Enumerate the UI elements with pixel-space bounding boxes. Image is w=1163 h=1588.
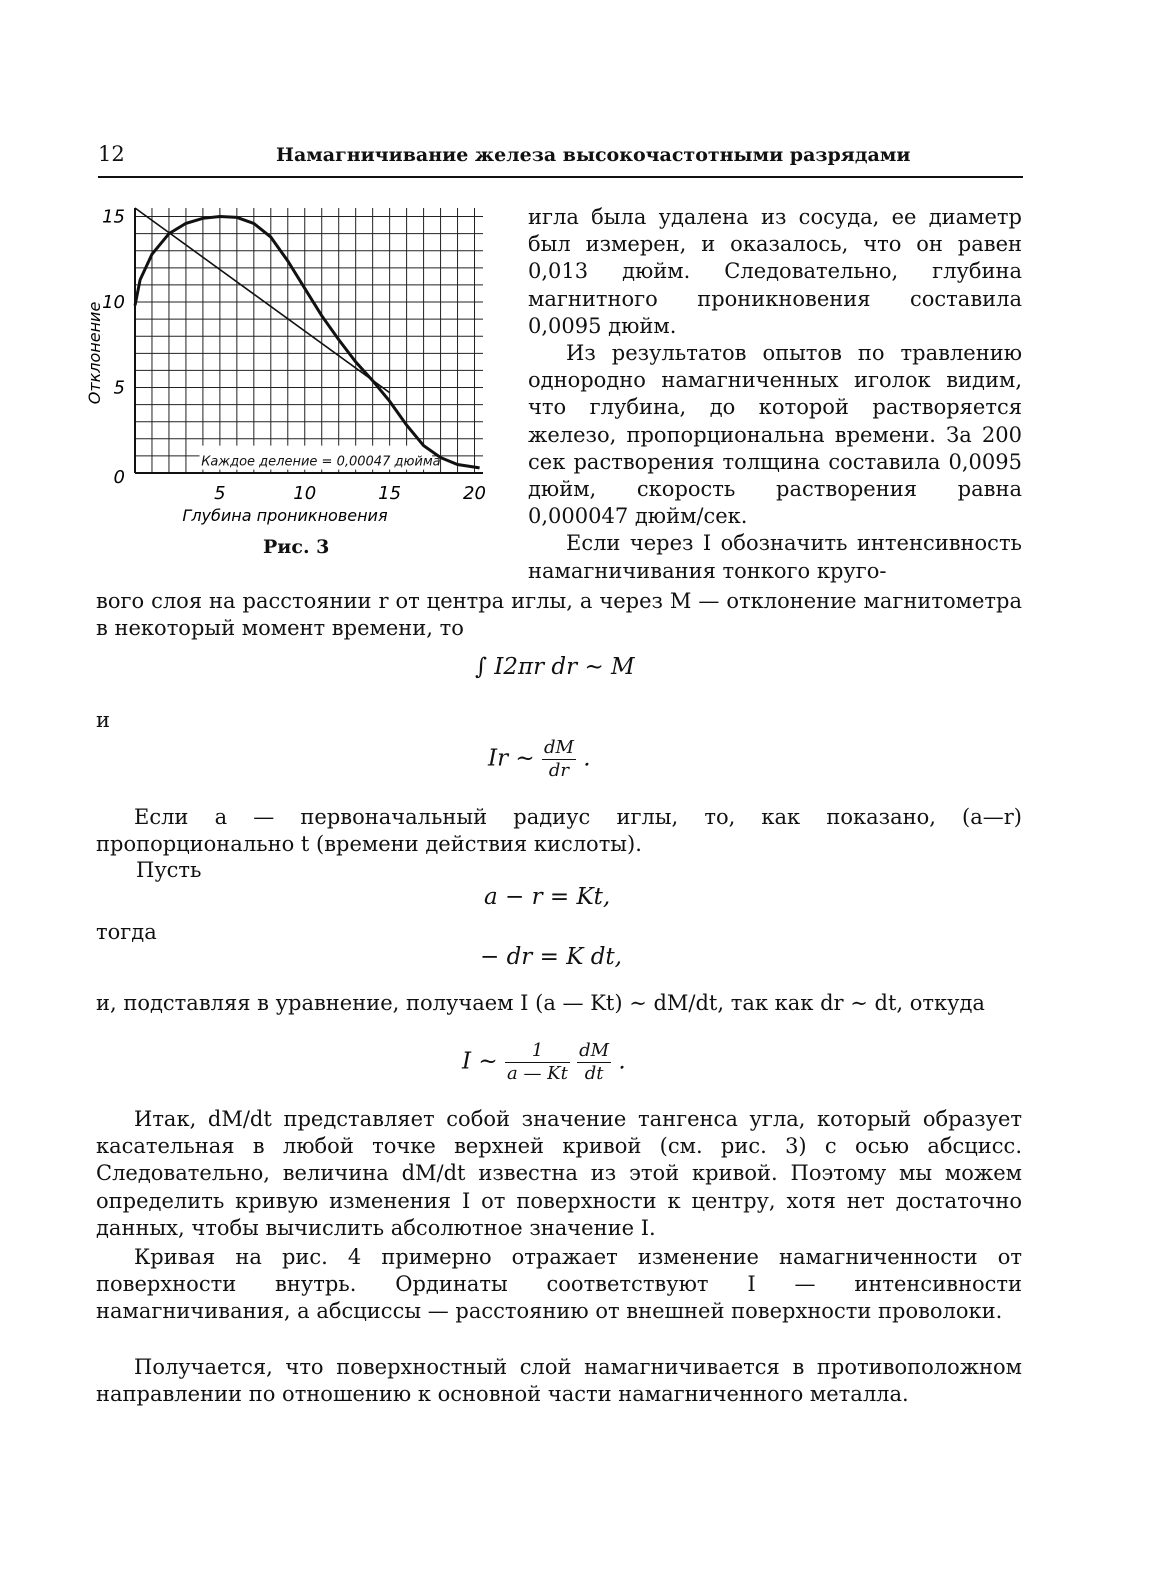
paragraph-radius: Если a — первоначальный радиус иглы, то, как показано, (a—r) пропорционально t (времени действия кислоты). [96, 805, 1022, 857]
page-number: 12 [98, 142, 125, 166]
paragraph-intensity: Если через I обозначить интенсивность намагничивания тонкого круго- [528, 531, 1022, 583]
right-column-text [528, 204, 1022, 585]
page-header [98, 140, 1023, 178]
fraction-numerator: 1 [505, 1040, 570, 1063]
paragraph-etching: Из результатов опытов по травлению однородно намагниченных иголок видим, что глубина, до которой растворяется железо, пропорциональна времени. За 200 сек растворения толщина составила 0,0095 дюйм, скорость растворения равна 0,000047 дюйм/сек. [528, 341, 1022, 529]
x-axis-label: Глубина проникновения [182, 506, 388, 525]
figure-3 [80, 200, 500, 565]
series-curve [135, 217, 480, 468]
y-tick-label: 0 [113, 467, 125, 488]
y-axis-label: Отклонение [85, 301, 104, 405]
fraction-denominator: dr [548, 760, 570, 781]
fraction-dm-dt [577, 1040, 611, 1085]
equation-i-left: I ∼ [462, 1048, 498, 1075]
paragraph-figure4: Кривая на рис. 4 примерно отражает изменение намагниченности от поверхности внутрь. Ординаты соответствуют I — интенсивности намагничивания, а абсциссы — расстоянию от внешней поверхности проволоки. [96, 1245, 1022, 1324]
x-tick-label: 10 [293, 483, 317, 504]
word-then: тогда [96, 920, 157, 944]
equation-integral: ∫ I2πr dr ∼ M [475, 654, 635, 680]
fraction-numerator: dM [543, 737, 574, 758]
equation-period: . [583, 745, 591, 772]
equation-period: . [618, 1048, 626, 1075]
y-tick-label: 10 [102, 292, 125, 314]
fraction-one-over [505, 1040, 570, 1085]
word-and: и [96, 708, 110, 732]
fraction-dm-dr [542, 737, 576, 782]
x-tick-label: 5 [214, 483, 226, 504]
x-tick-label: 15 [378, 483, 402, 504]
paragraph-conclusion: Получается, что поверхностный слой намагничивается в противоположном направлении по отношению к основной части намагниченного металла. [96, 1355, 1022, 1407]
paragraph-substitution: и, подставляя в уравнение, получаем I (a — Kt) ∼ dM/dt, так как dr ∼ dt, откуда [96, 991, 985, 1015]
y-tick-label: 5 [113, 377, 125, 399]
y-tick-label: 15 [102, 206, 125, 228]
paragraph-needle: игла была удалена из сосуда, ее диаметр был измерен, и оказалось, что он равен 0,013 дюйм. Следовательно, глубина магнитного проникновения составила 0,0095 дюйм. [528, 205, 1022, 338]
x-tick-label: 20 [463, 483, 486, 504]
equation-i [462, 1040, 626, 1085]
fraction-numerator: dM [579, 1040, 610, 1061]
series-straight-line [135, 208, 390, 393]
word-let: Пусть [136, 858, 202, 882]
paragraph-layer: вого слоя на расстоянии r от центра иглы, а через M — отклонение магнитометра в некоторый момент времени, то [96, 589, 1022, 641]
running-title: Намагничивание железа высокочастотными разрядами [276, 144, 911, 166]
paragraph-tangent: Итак, dM/dt представляет собой значение тангенса угла, который образует касательная в любой точке верхней кривой (см. рис. 3) с осью абсцисс. Следовательно, величина dM/dt известна из этой кривой. Поэтому мы можем определить кривую изменения I от поверхности к центру, хотя нет достаточно данных, чтобы вычислить абсолютное значение I. [96, 1107, 1022, 1240]
fraction-denominator: a — Kt [506, 1063, 568, 1084]
figure-caption: Рис. 3 [263, 536, 330, 558]
equation-dr: − dr = K dt, [480, 944, 622, 970]
equation-a-minus-r: a − r = Kt, [484, 884, 611, 910]
depth-deflection-chart [80, 200, 500, 530]
equation-ir [488, 737, 591, 782]
fraction-denominator: dt [584, 1063, 604, 1084]
grid-annotation: Каждое деление = 0,00047 дюйма [201, 454, 441, 470]
equation-ir-left: Ir ∼ [488, 745, 535, 772]
